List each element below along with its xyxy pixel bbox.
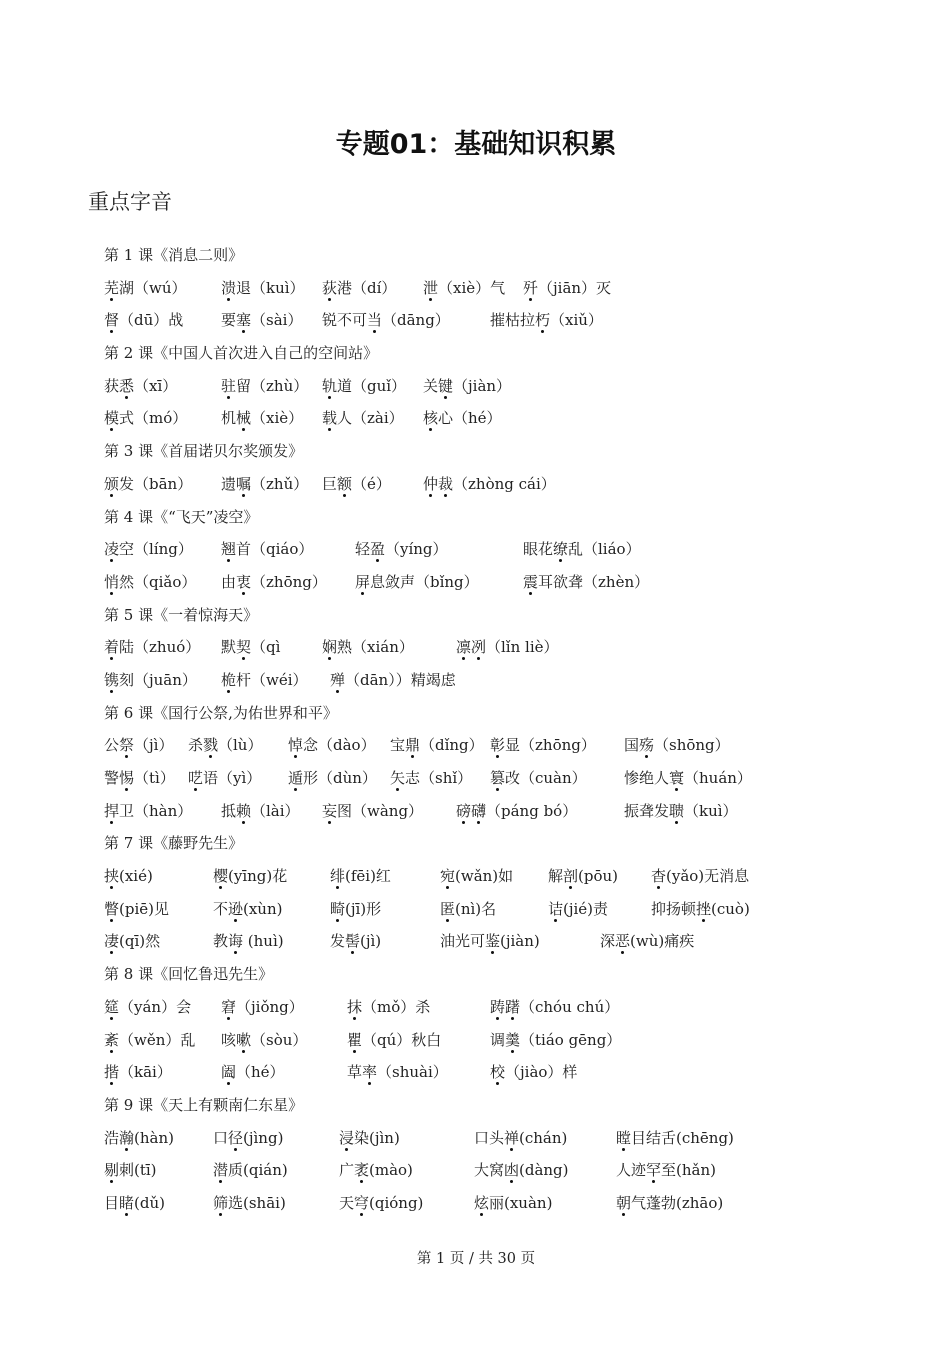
word-row: [0, 636, 952, 660]
emphasis-dot-icon: [429, 298, 432, 301]
word-entry: 匿(nì)名: [440, 899, 497, 918]
word-entry: 凌空（líng）: [104, 540, 193, 559]
emphasis-dot-icon: [242, 592, 245, 595]
word-entry: 镌刻（juān）: [104, 670, 197, 689]
emphasis-dot-icon: [702, 919, 705, 922]
word-entry: 畸(jī)形: [330, 899, 382, 918]
lesson-row: [0, 244, 952, 268]
word-row: [0, 407, 952, 431]
emphasis-dot-icon: [110, 494, 113, 497]
lesson-row: [0, 604, 952, 628]
word-entry: 广袤(mào): [339, 1161, 413, 1180]
emphasis-dot-icon: [125, 755, 128, 758]
emphasis-dot-icon: [675, 821, 678, 824]
emphasis-dot-icon: [446, 886, 449, 889]
word-entry: 杀戮（lù）: [188, 736, 263, 755]
word-entry: 轻盈（yíng）: [355, 540, 448, 559]
word-entry: 载人（zài）: [322, 409, 404, 428]
emphasis-dot-icon: [110, 690, 113, 693]
word-entry: 杳(yǎo)无消息: [651, 867, 750, 886]
word-entry: 樱(yīng)花: [213, 867, 288, 886]
emphasis-dot-icon: [411, 755, 414, 758]
emphasis-dot-icon: [234, 919, 237, 922]
emphasis-dot-icon: [529, 592, 532, 595]
emphasis-dot-icon: [360, 1213, 363, 1216]
emphasis-dot-icon: [343, 494, 346, 497]
word-entry: 天穹(qióng): [339, 1194, 424, 1212]
word-entry: 模式（mó）: [104, 409, 188, 428]
emphasis-dot-icon: [209, 755, 212, 758]
word-entry: 发髻(jì): [330, 932, 382, 951]
word-entry: 篡改（cuàn）: [490, 769, 587, 788]
emphasis-dot-icon: [368, 1082, 371, 1085]
word-row: [0, 375, 952, 399]
word-entry: 窘（jiǒng）: [221, 997, 304, 1016]
word-entry: 悼念（dào）: [288, 736, 376, 755]
emphasis-dot-icon: [621, 951, 624, 954]
word-entry: 矢志（shǐ）: [390, 769, 473, 788]
word-entry: 瞥(piē)见: [104, 899, 169, 918]
word-entry: 锐不可当（dāng）: [322, 311, 450, 330]
word-entry: 摧枯拉朽（xiǔ）: [490, 311, 603, 330]
emphasis-dot-icon: [110, 919, 113, 922]
emphasis-dot-icon: [444, 494, 447, 497]
word-entry: 惨绝人寰（huán）: [624, 769, 752, 788]
emphasis-dot-icon: [110, 821, 113, 824]
emphasis-dot-icon: [219, 886, 222, 889]
word-entry: 筛选(shāi): [213, 1194, 286, 1212]
emphasis-dot-icon: [242, 1050, 245, 1053]
emphasis-dot-icon: [480, 1213, 483, 1216]
word-entry: 炫丽(xuàn): [474, 1194, 553, 1212]
emphasis-dot-icon: [529, 298, 532, 301]
lesson-row: [0, 440, 952, 464]
emphasis-dot-icon: [242, 428, 245, 431]
emphasis-dot-icon: [554, 919, 557, 922]
word-row: [0, 865, 952, 889]
word-entry: 巨额（é）: [322, 474, 391, 493]
word-entry: 仲裁（zhòng cái）: [423, 474, 556, 493]
word-entry: 督（dū）战: [104, 311, 184, 330]
word-entry: 宝鼎（dǐng）: [390, 736, 484, 755]
word-entry: 磅礴（páng bó）: [456, 801, 578, 820]
word-entry: 振聋发聩（kuì）: [624, 801, 738, 820]
emphasis-dot-icon: [227, 690, 230, 693]
emphasis-dot-icon: [294, 788, 297, 791]
word-entry: 警惕（tì）: [104, 769, 175, 788]
word-entry: 翘首（qiáo）: [221, 540, 314, 559]
word-entry: 解剖(pōu): [548, 867, 618, 886]
emphasis-dot-icon: [227, 298, 230, 301]
emphasis-dot-icon: [110, 428, 113, 431]
emphasis-dot-icon: [496, 1017, 499, 1020]
word-entry: 由衷（zhōng）: [221, 572, 327, 591]
lesson-title: 第 8 课《回忆鲁迅先生》: [104, 965, 274, 984]
word-entry: 诘(jié)责: [548, 899, 609, 918]
word-entry: 凄(qī)然: [104, 932, 161, 951]
emphasis-dot-icon: [227, 1017, 230, 1020]
word-entry: 朝气蓬勃(zhāo): [616, 1194, 724, 1212]
emphasis-dot-icon: [496, 788, 499, 791]
lesson-row: [0, 1094, 952, 1118]
word-entry: 浸染(jìn): [339, 1128, 400, 1147]
word-entry: 荻港（dí）: [322, 278, 397, 297]
emphasis-dot-icon: [110, 298, 113, 301]
emphasis-dot-icon: [110, 1050, 113, 1053]
emphasis-dot-icon: [462, 657, 465, 660]
word-entry: 泄（xiè）气: [423, 278, 506, 297]
word-entry: 紊（wěn）乱: [104, 1030, 196, 1049]
emphasis-dot-icon: [336, 690, 339, 693]
emphasis-dot-icon: [234, 951, 237, 954]
lesson-title: 第 9 课《天上有颗南仁东星》: [104, 1095, 304, 1114]
emphasis-dot-icon: [110, 657, 113, 660]
word-entry: 捍卫（hàn）: [104, 801, 193, 820]
word-entry: 歼（jiān）灭: [523, 278, 612, 297]
word-row: [0, 1127, 952, 1151]
emphasis-dot-icon: [477, 821, 480, 824]
word-entry: 溃退（kuì）: [221, 278, 305, 297]
emphasis-dot-icon: [444, 396, 447, 399]
lesson-row: [0, 702, 952, 726]
word-entry: 阖（hé）: [221, 1063, 285, 1082]
emphasis-dot-icon: [511, 1050, 514, 1053]
word-entry: 揩（kāi）: [104, 1063, 172, 1082]
emphasis-dot-icon: [336, 886, 339, 889]
emphasis-dot-icon: [491, 951, 494, 954]
emphasis-dot-icon: [227, 1082, 230, 1085]
lesson-row: [0, 506, 952, 530]
word-entry: 校（jiào）样: [490, 1063, 578, 1082]
word-row: [0, 277, 952, 301]
word-entry: 口径(jìng): [213, 1128, 284, 1147]
lesson-title: 第 2 课《中国人首次进入自己的空间站》: [104, 344, 379, 363]
emphasis-dot-icon: [351, 951, 354, 954]
emphasis-dot-icon: [328, 298, 331, 301]
word-entry: 草率（shuài）: [347, 1063, 448, 1082]
word-entry: 殚（dān））精竭虑: [330, 670, 456, 689]
emphasis-dot-icon: [328, 821, 331, 824]
word-entry: 遁形（dùn）: [288, 769, 377, 788]
emphasis-dot-icon: [328, 396, 331, 399]
word-entry: 绯(fēi)红: [330, 867, 391, 886]
page-number: 第 1 页 / 共 30 页: [416, 1251, 536, 1267]
emphasis-dot-icon: [496, 755, 499, 758]
word-entry: 妄图（wàng）: [322, 801, 424, 820]
word-entry: 深恶(wù)痛疾: [600, 932, 695, 951]
word-entry: 桅杆（wéi）: [221, 670, 308, 689]
word-entry: 着陆（zhuó）: [104, 638, 201, 657]
emphasis-dot-icon: [511, 1017, 514, 1020]
word-entry: 油光可鉴(jiàn): [440, 932, 540, 951]
word-row: [0, 571, 952, 595]
emphasis-dot-icon: [234, 1148, 237, 1151]
lesson-title: 第 5 课《一着惊海天》: [104, 605, 259, 624]
emphasis-dot-icon: [110, 1180, 113, 1183]
emphasis-dot-icon: [328, 428, 331, 431]
emphasis-dot-icon: [569, 886, 572, 889]
word-row: [0, 1061, 952, 1085]
word-entry: 公祭（jì）: [104, 736, 174, 755]
word-entry: 国殇（shōng）: [624, 736, 730, 755]
word-entry: 眼花缭乱（liáo）: [523, 540, 641, 559]
emphasis-dot-icon: [110, 330, 113, 333]
word-entry: 剔刺(tī): [104, 1161, 157, 1180]
word-entry: 彰显（zhōng）: [490, 736, 596, 755]
word-entry: 凛冽（lǐn liè）: [456, 638, 559, 657]
word-entry: 教诲 (huì): [213, 932, 284, 951]
lesson-title: 第 3 课《首届诺贝尔奖颁发》: [104, 442, 304, 461]
word-entry: 芜湖（wú）: [104, 278, 187, 297]
word-entry: 抵赖（lài）: [221, 801, 300, 820]
word-entry: 轨道（guǐ）: [322, 376, 407, 395]
word-entry: 抑扬顿挫(cuò): [651, 899, 750, 918]
emphasis-dot-icon: [373, 330, 376, 333]
word-entry: 遗嘱（zhǔ）: [221, 474, 309, 493]
lesson-title: 第 1 课《消息二则》: [104, 246, 244, 264]
emphasis-dot-icon: [125, 396, 128, 399]
word-entry: 调羹（tiáo gēng）: [490, 1030, 622, 1049]
emphasis-dot-icon: [652, 1180, 655, 1183]
emphasis-dot-icon: [345, 1148, 348, 1151]
word-entry: 屏息敛声（bǐng）: [355, 572, 479, 591]
word-entry: 大窝凼(dàng): [474, 1161, 569, 1180]
word-entry: 核心（hé）: [423, 409, 502, 428]
emphasis-dot-icon: [361, 592, 364, 595]
emphasis-dot-icon: [110, 1017, 113, 1020]
word-row: [0, 309, 952, 333]
emphasis-dot-icon: [242, 494, 245, 497]
word-entry: 关键（jiàn）: [423, 376, 512, 395]
emphasis-dot-icon: [242, 657, 245, 660]
emphasis-dot-icon: [110, 592, 113, 595]
emphasis-dot-icon: [360, 1180, 363, 1183]
emphasis-dot-icon: [510, 1148, 513, 1151]
word-entry: 呓语（yì）: [188, 769, 262, 788]
emphasis-dot-icon: [559, 559, 562, 562]
emphasis-dot-icon: [328, 657, 331, 660]
emphasis-dot-icon: [675, 788, 678, 791]
emphasis-dot-icon: [227, 396, 230, 399]
emphasis-dot-icon: [645, 755, 648, 758]
word-entry: 悄然（qiǎo）: [104, 572, 197, 591]
word-entry: 驻留（zhù）: [221, 376, 309, 395]
word-row: [0, 800, 952, 824]
word-row: [0, 734, 952, 758]
word-entry: 震耳欲聋（zhèn）: [523, 572, 650, 591]
word-entry: 颁发（bān）: [104, 474, 193, 493]
word-entry: 不逊(xùn): [213, 899, 283, 918]
word-entry: 瞠目结舌(chēng): [616, 1128, 734, 1147]
emphasis-dot-icon: [622, 1148, 625, 1151]
emphasis-dot-icon: [194, 788, 197, 791]
emphasis-dot-icon: [396, 788, 399, 791]
section-heading: 重点字音: [88, 190, 172, 214]
word-row: [0, 1192, 952, 1216]
word-entry: 机械（xiè）: [221, 409, 304, 428]
word-entry: 默契（qì: [221, 638, 281, 657]
emphasis-dot-icon: [219, 1213, 222, 1216]
lesson-title: 第 7 课《藤野先生》: [104, 834, 244, 853]
emphasis-dot-icon: [353, 1017, 356, 1020]
emphasis-dot-icon: [510, 1180, 513, 1183]
emphasis-dot-icon: [110, 951, 113, 954]
word-row: [0, 1159, 952, 1183]
word-row: [0, 996, 952, 1020]
word-row: [0, 898, 952, 922]
emphasis-dot-icon: [496, 1082, 499, 1085]
word-entry: 人迹罕至(hǎn): [616, 1161, 716, 1180]
word-entry: 抹（mǒ）杀: [347, 997, 431, 1016]
page-title: 专题01：基础知识积累: [335, 129, 617, 160]
word-entry: 挟(xié): [104, 867, 153, 886]
word-entry: 口头禅(chán): [474, 1128, 568, 1147]
emphasis-dot-icon: [429, 494, 432, 497]
emphasis-dot-icon: [353, 1050, 356, 1053]
word-entry: 咳嗽（sòu）: [221, 1030, 308, 1049]
emphasis-dot-icon: [429, 428, 432, 431]
word-entry: 获悉（xī）: [104, 376, 178, 395]
lesson-row: [0, 342, 952, 366]
emphasis-dot-icon: [125, 788, 128, 791]
lesson-row: [0, 963, 952, 987]
emphasis-dot-icon: [336, 919, 339, 922]
word-entry: 娴熟（xián）: [322, 638, 414, 657]
word-row: [0, 930, 952, 954]
emphasis-dot-icon: [477, 657, 480, 660]
word-row: [0, 767, 952, 791]
emphasis-dot-icon: [622, 1213, 625, 1216]
word-entry: 目睹(dǔ): [104, 1194, 165, 1212]
word-row: [0, 473, 952, 497]
word-entry: 宛(wǎn)如: [440, 867, 514, 886]
emphasis-dot-icon: [110, 886, 113, 889]
word-row: [0, 669, 952, 693]
word-row: [0, 538, 952, 562]
emphasis-dot-icon: [219, 1180, 222, 1183]
emphasis-dot-icon: [446, 919, 449, 922]
word-row: [0, 1029, 952, 1053]
emphasis-dot-icon: [110, 559, 113, 562]
emphasis-dot-icon: [242, 330, 245, 333]
word-entry: 瞿（qú）秋白: [347, 1030, 442, 1049]
emphasis-dot-icon: [110, 1082, 113, 1085]
emphasis-dot-icon: [227, 559, 230, 562]
word-entry: 筵（yán）会: [104, 997, 192, 1016]
word-entry: 踌躇（chóu chú）: [490, 997, 620, 1016]
emphasis-dot-icon: [294, 755, 297, 758]
word-entry: 要塞（sài）: [221, 311, 303, 330]
emphasis-dot-icon: [541, 330, 544, 333]
word-entry: 潜质(qián): [213, 1161, 288, 1180]
emphasis-dot-icon: [657, 886, 660, 889]
emphasis-dot-icon: [376, 559, 379, 562]
lesson-title: 第 6 课《国行公祭,为佑世界和平》: [104, 703, 338, 722]
emphasis-dot-icon: [125, 1148, 128, 1151]
emphasis-dot-icon: [125, 1213, 128, 1216]
emphasis-dot-icon: [242, 821, 245, 824]
lesson-title: 第 4 课《“飞天”凌空》: [104, 507, 259, 526]
emphasis-dot-icon: [462, 821, 465, 824]
word-entry: 浩瀚(hàn): [104, 1128, 174, 1147]
lesson-row: [0, 832, 952, 856]
